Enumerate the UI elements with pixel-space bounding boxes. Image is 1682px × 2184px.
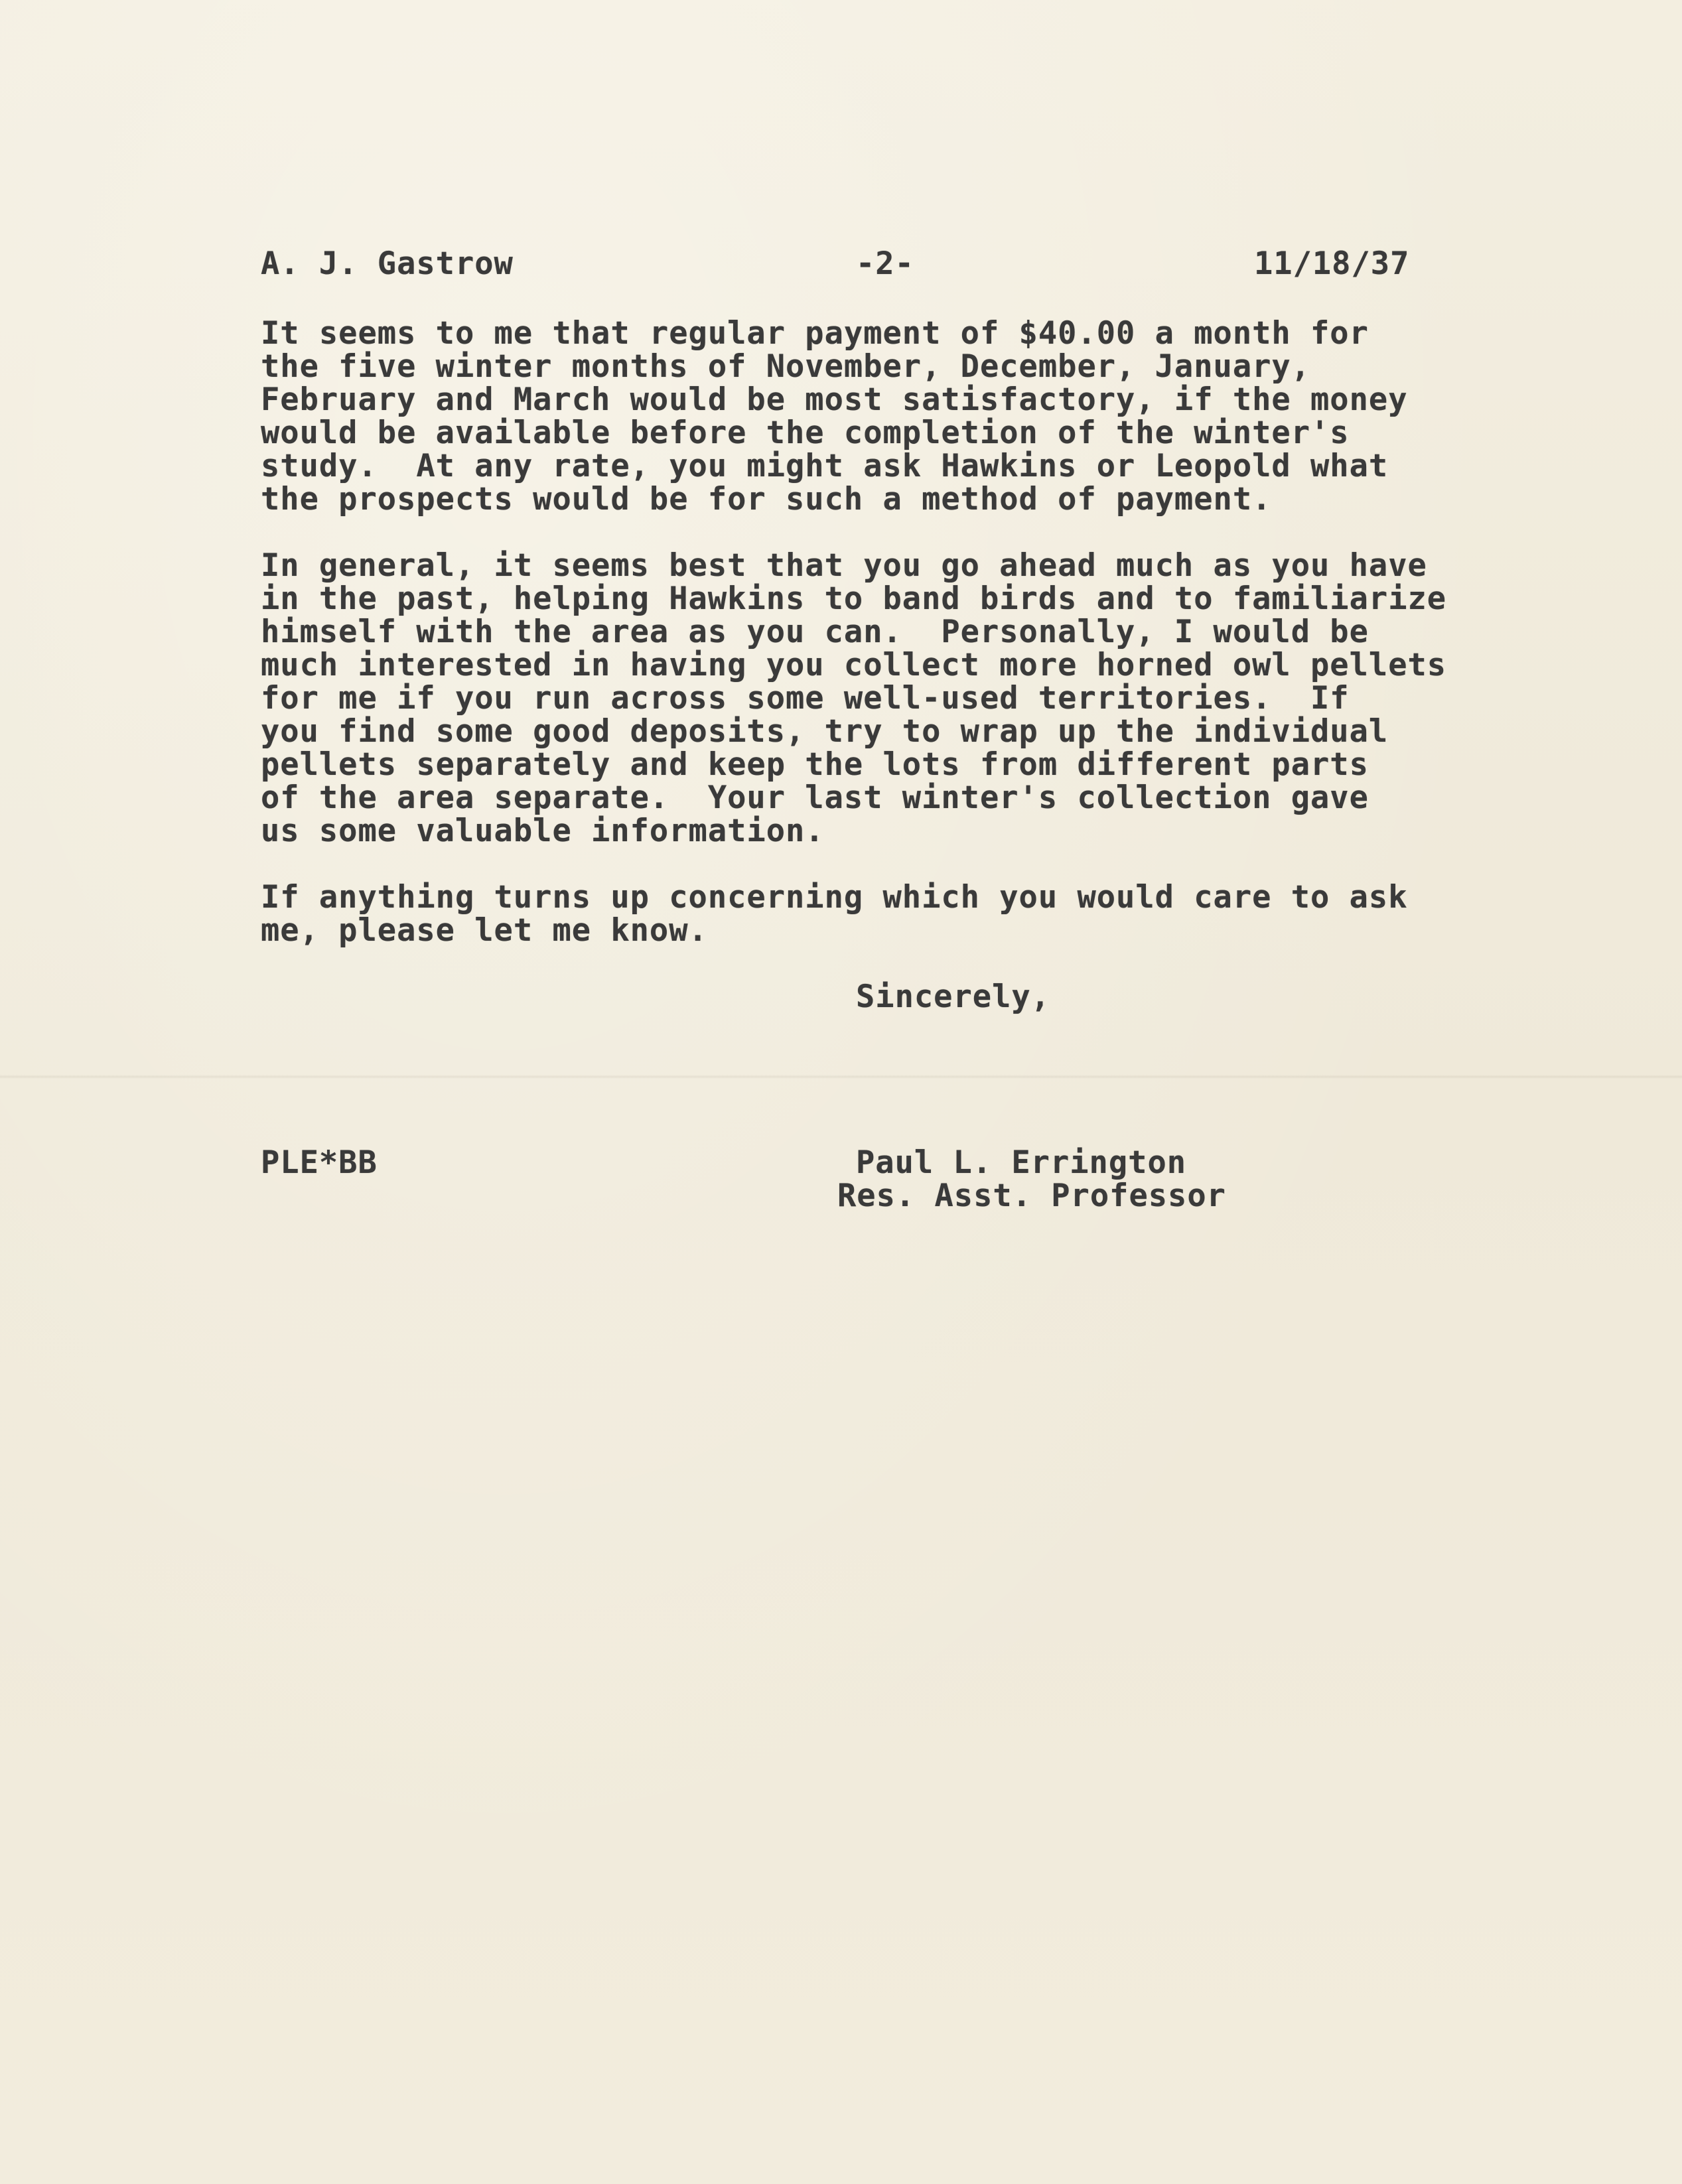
letter-date: 11/18/37 (1254, 245, 1410, 282)
page-number: -2- (856, 245, 914, 282)
body-paragraph-3: If anything turns up concerning which you would care to ask me, please let me know. (261, 879, 1408, 949)
recipient-name: A. J. Gastrow (261, 245, 514, 282)
paper-fold (0, 1075, 1682, 1079)
reference-initials: PLE*BB (261, 1144, 378, 1181)
signature-title: Res. Asst. Professor (837, 1178, 1226, 1214)
closing-salutation: Sincerely, (856, 979, 1050, 1015)
signature-name: Paul L. Errington (856, 1144, 1187, 1181)
body-paragraph-1: It seems to me that regular payment of $40.00 a month for the five winter months of November, December, January, February and March would be most satisfactory, if the money would be available before the completion of the winter's study. At any rate, you might ask Hawkins or Leopold what the prospects would be for such a method of payment. (261, 315, 1408, 517)
body-paragraph-2: In general, it seems best that you go ahead much as you have in the past, helping Hawkins to band birds and to familiarize himself with the area as you can. Personally, I would be much interested in having you collect more horned owl pellets for me if you run across some well-used territories. If you find some good deposits, try to wrap up the individual pellets separately and keep the lots from different parts of the area separate. Your last winter's collection gave us some valuable information. (261, 547, 1447, 849)
